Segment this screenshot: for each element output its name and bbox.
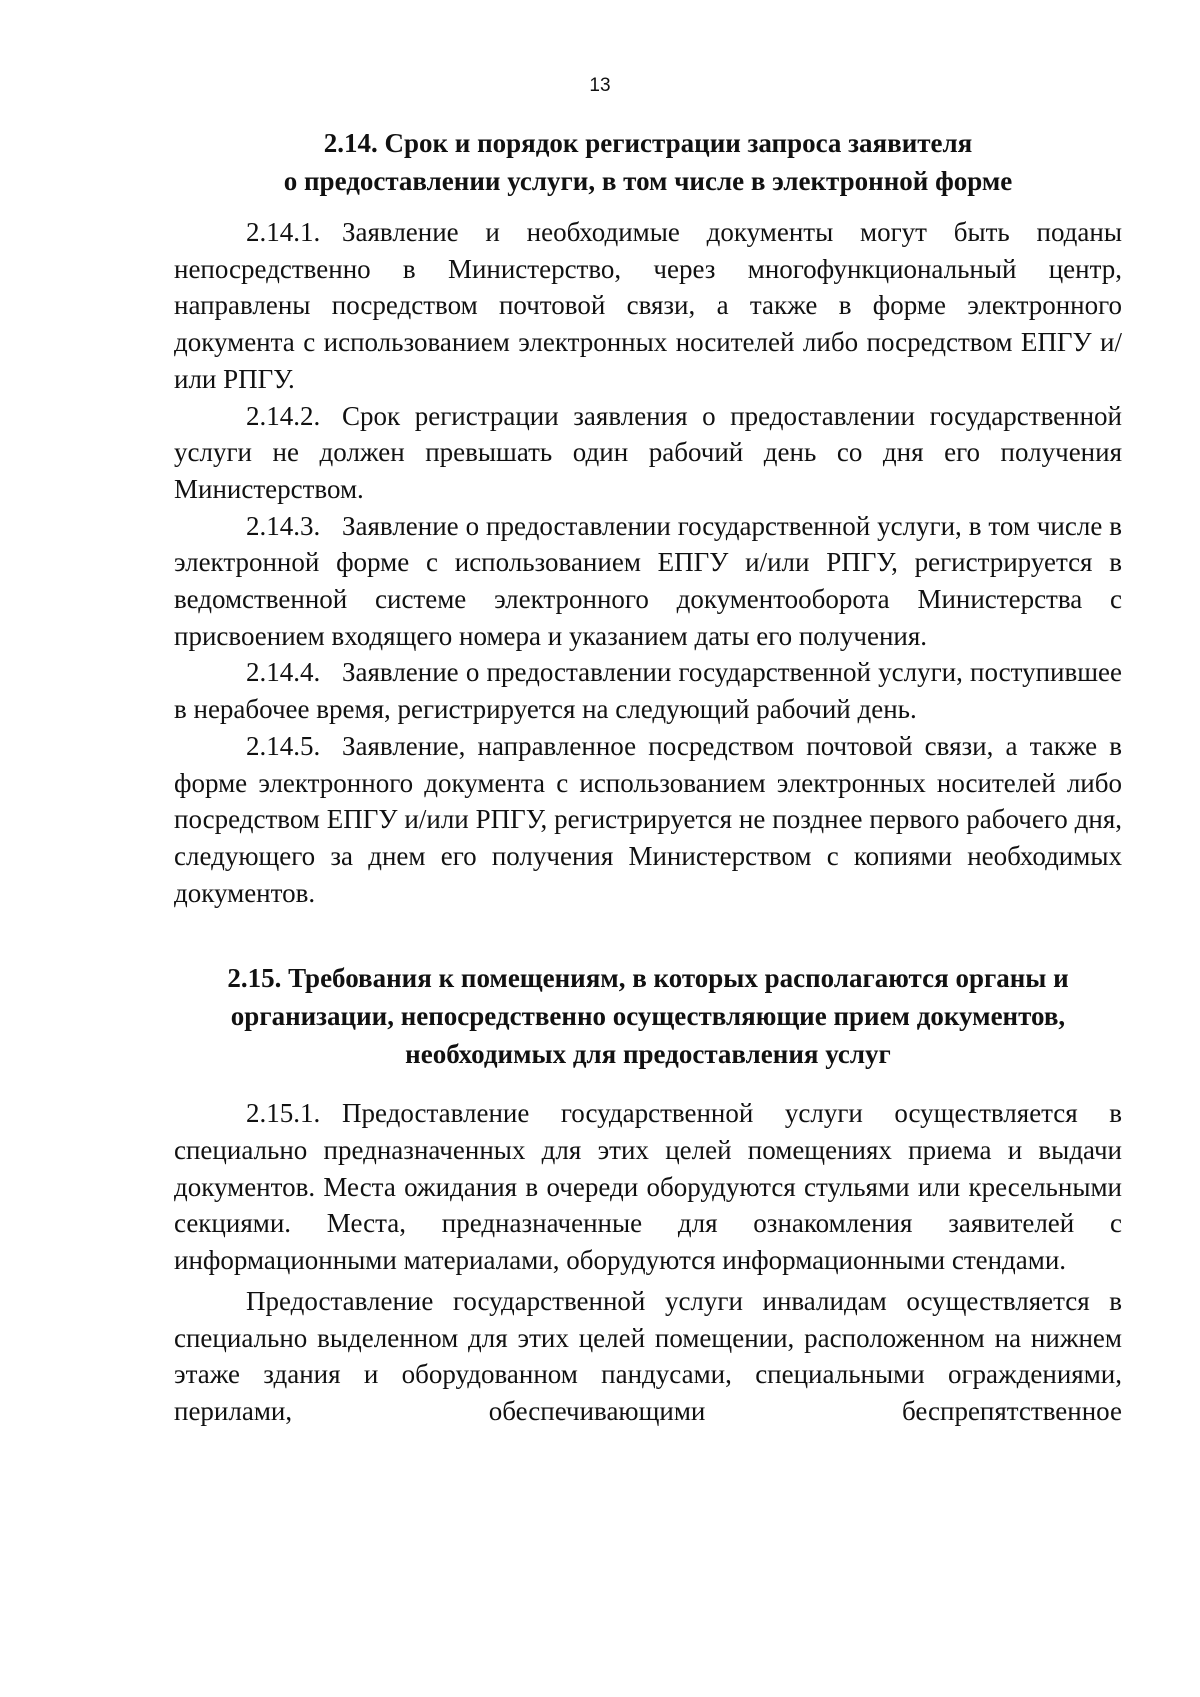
section-heading-2-14 <box>174 124 1122 200</box>
paragraph-number: 2.15.1. <box>246 1098 321 1129</box>
paragraph-number: 2.14.2. <box>246 400 321 431</box>
paragraph-text: Заявление о предоставлении государственной услуги, поступившее в нерабочее время, регистрируется на следующий рабочий день. <box>174 657 1122 725</box>
paragraph-number: 2.14.4. <box>246 657 321 688</box>
paragraph-2-14-2 <box>174 398 1122 508</box>
paragraph-text: Заявление о предоставлении государственной услуги, в том числе в электронной форме с использованием ЕПГУ и/или РПГУ, регистрируется в ведомственной системе электронного документооборота Министерства с присвоением входящего номера и указанием даты его получения. <box>174 510 1122 651</box>
paragraph-2-14-1 <box>174 214 1122 398</box>
paragraph-text: Срок регистрации заявления о предоставлении государственной услуги не должен превышать один рабочий день со дня его получения Министерством. <box>174 400 1122 504</box>
paragraph-text: Предоставление государственной услуги осуществляется в специально предназначенных для этих целей помещениях приема и выдачи документов. Места ожидания в очереди оборудуются стульями или кресельными секциями. Места, предназначенные для ознакомления заявителей с информационными материалами, оборудуются информационными стендами. <box>174 1098 1122 1276</box>
section-heading-2-15 <box>174 959 1122 1073</box>
paragraph-number: 2.14.5. <box>246 730 321 761</box>
paragraph-2-14-3 <box>174 508 1122 655</box>
paragraph-text: Заявление, направленное посредством почтовой связи, а также в форме электронного документа с использованием электронных носителей либо посредством ЕПГУ и/или РПГУ, регистрируется не позднее первого рабочего дня, следующего за днем его получения Министерством с копиями необходимых документов. <box>174 730 1122 908</box>
page-number: 13 <box>589 75 611 96</box>
page-content <box>174 124 1122 1430</box>
heading-line: организации, непосредственно осуществляющие прием документов, <box>230 1001 1066 1032</box>
heading-line: необходимых для предоставления услуг <box>405 1039 891 1070</box>
heading-line: о предоставлении услуги, в том числе в электронной форме <box>283 166 1013 196</box>
heading-line: 2.15. Требования к помещениям, в которых располагаются органы и <box>227 963 1069 994</box>
paragraph-2-15-1 <box>174 1095 1122 1279</box>
paragraph-number: 2.14.1. <box>246 217 321 247</box>
heading-line: 2.14. Срок и порядок регистрации запроса заявителя <box>323 128 973 158</box>
paragraph-number: 2.14.3. <box>246 510 321 541</box>
paragraph-2-14-4 <box>174 654 1122 727</box>
paragraph-text: Предоставление государственной услуги инвалидам осуществляется в специально выделенном для этих целей помещении, расположенном на нижнем этаже здания и оборудованном пандусами, специальными ограждениями, перилами, обеспечивающими беспрепятственное <box>174 1285 1122 1426</box>
paragraph-2-15-1-continued <box>174 1283 1122 1430</box>
paragraph-text: Заявление и необходимые документы могут быть поданы непосредственно в Министерство, через многофункциональный центр, направлены посредством почтовой связи, а также в форме электронного документа с использованием электронных носителей либо посредством ЕПГУ и/или РПГУ. <box>174 217 1122 394</box>
paragraph-2-14-5 <box>174 728 1122 912</box>
